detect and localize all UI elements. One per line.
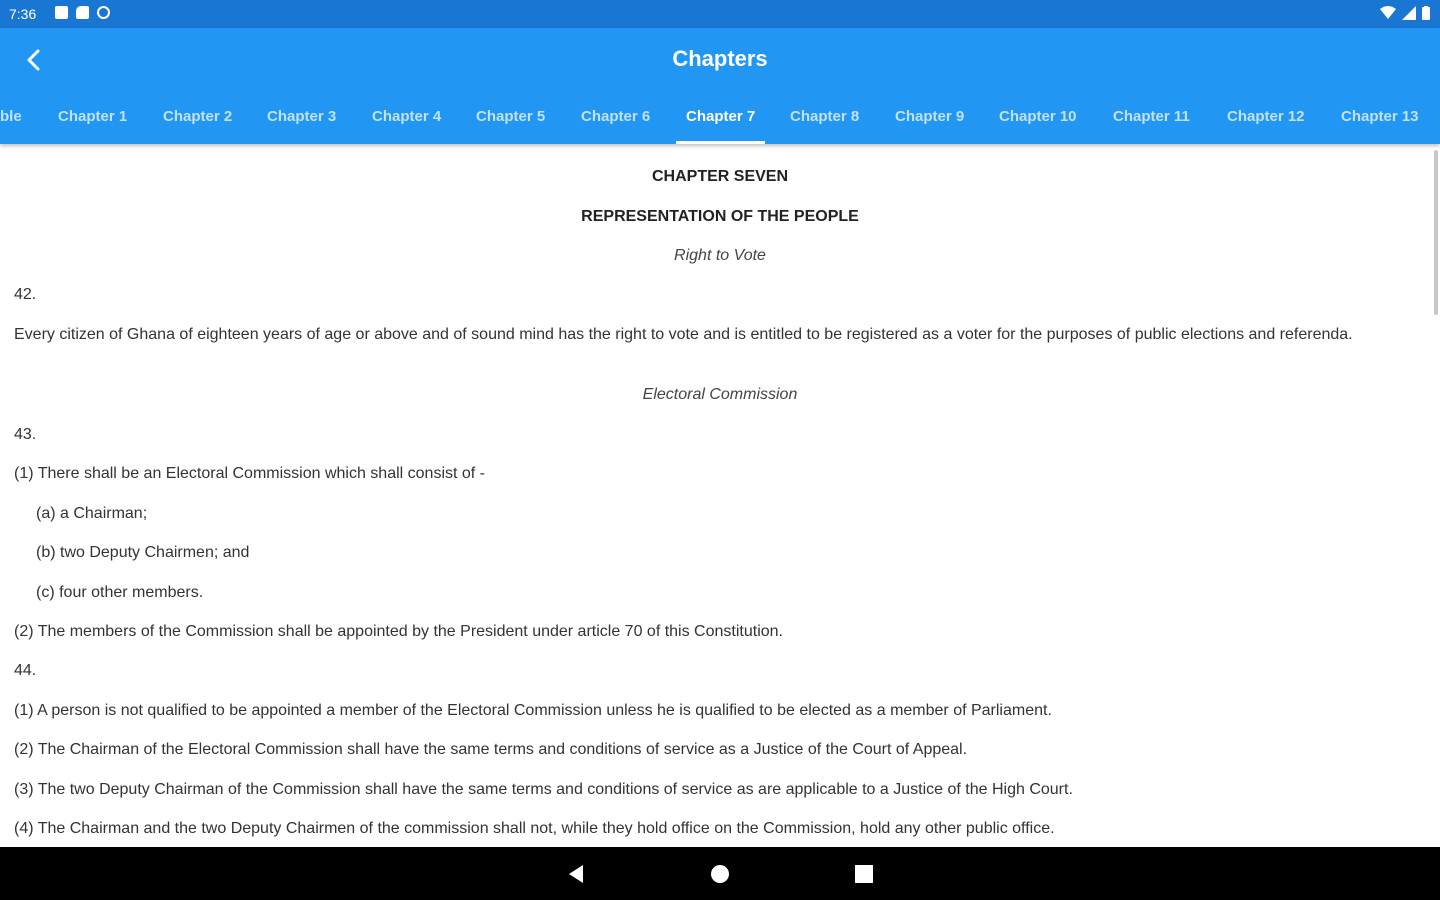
chapter-tabs xyxy=(0,98,1440,144)
article-number-44: 44. xyxy=(14,662,37,679)
tab-chapter-5[interactable]: Chapter 5 xyxy=(476,108,546,125)
tab-chapter-8[interactable]: Chapter 8 xyxy=(790,108,860,125)
status-bar xyxy=(0,0,1440,28)
article-number-43: 43. xyxy=(14,426,37,443)
section-heading-electoral-commission: Electoral Commission xyxy=(642,386,798,403)
chapter-subtitle: REPRESENTATION OF THE PEOPLE xyxy=(581,208,859,225)
home-circle-icon xyxy=(710,864,730,884)
app-bar xyxy=(0,28,1440,144)
article-43-clause-1c: (c) four other members. xyxy=(36,584,204,601)
tab-chapter-2[interactable]: Chapter 2 xyxy=(163,108,233,125)
tab-chapter-9[interactable]: Chapter 9 xyxy=(895,108,965,125)
chapter-title: CHAPTER SEVEN xyxy=(651,168,789,185)
article-43-clause-1a: (a) a Chairman; xyxy=(36,505,148,522)
battery-icon xyxy=(1422,6,1430,20)
nav-recents-button[interactable] xyxy=(834,847,894,900)
chapter-content[interactable] xyxy=(0,144,1440,847)
page-title: Chapters xyxy=(672,46,768,71)
tab-chapter-1[interactable]: Chapter 1 xyxy=(58,108,128,125)
article-43-clause-1: (1) There shall be an Electoral Commission which shall consist of - xyxy=(14,465,486,482)
sync-icon xyxy=(97,6,110,19)
article-44-clause-2: (2) The Chairman of the Electoral Commission shall have the same terms and conditions of service as a Justice of the Court of Appeal. xyxy=(14,741,968,758)
tab-chapter-4[interactable]: Chapter 4 xyxy=(372,108,442,125)
notification-icon xyxy=(55,6,68,19)
tab-chapter-6[interactable]: Chapter 6 xyxy=(581,108,651,125)
status-icons-left xyxy=(55,6,110,19)
status-icons-right xyxy=(1380,6,1430,20)
section-heading-right-to-vote: Right to Vote xyxy=(674,247,766,264)
tab-chapter-12[interactable]: Chapter 12 xyxy=(1227,108,1305,125)
article-44-clause-3: (3) The two Deputy Chairman of the Commission shall have the same terms and conditions of service as are applicable to a Justice of the High Court. xyxy=(14,781,1073,798)
tab-chapter-3[interactable]: Chapter 3 xyxy=(267,108,337,125)
recents-square-icon xyxy=(855,865,873,883)
nav-back-button[interactable] xyxy=(546,847,606,900)
article-44-clause-1: (1) A person is not qualified to be appointed a member of the Electoral Commission unless he is qualified to be elected as a member of Parliament. xyxy=(14,702,1052,719)
article-42-text: Every citizen of Ghana of eighteen years of age or above and of sound mind has the right to vote and is entitled to be registered as a voter for the purposes of public elections and referenda. xyxy=(14,326,1353,343)
sd-card-icon xyxy=(76,6,89,19)
tab-preamble[interactable]: ble xyxy=(0,108,22,125)
tab-chapter-10[interactable]: Chapter 10 xyxy=(999,108,1077,125)
nav-home-button[interactable] xyxy=(690,847,750,900)
tab-chapter-13[interactable]: Chapter 13 xyxy=(1341,108,1419,125)
article-43-clause-2: (2) The members of the Commission shall be appointed by the President under article 70 of this Constitution. xyxy=(14,623,783,640)
back-triangle-icon xyxy=(567,864,585,884)
tab-chapter-7[interactable]: Chapter 7 xyxy=(686,98,755,144)
article-number-42: 42. xyxy=(14,286,37,303)
tab-chapter-11[interactable]: Chapter 11 xyxy=(1113,108,1190,125)
scrollbar[interactable] xyxy=(1434,150,1438,315)
status-time: 7:36 xyxy=(9,6,37,22)
article-43-clause-1b: (b) two Deputy Chairmen; and xyxy=(36,544,250,561)
signal-icon xyxy=(1402,6,1416,20)
article-44-clause-4: (4) The Chairman and the two Deputy Chairmen of the commission shall not, while they hold office on the Commission, hold any other public office. xyxy=(14,820,1055,837)
system-nav-bar xyxy=(0,847,1440,900)
wifi-icon xyxy=(1380,6,1396,20)
